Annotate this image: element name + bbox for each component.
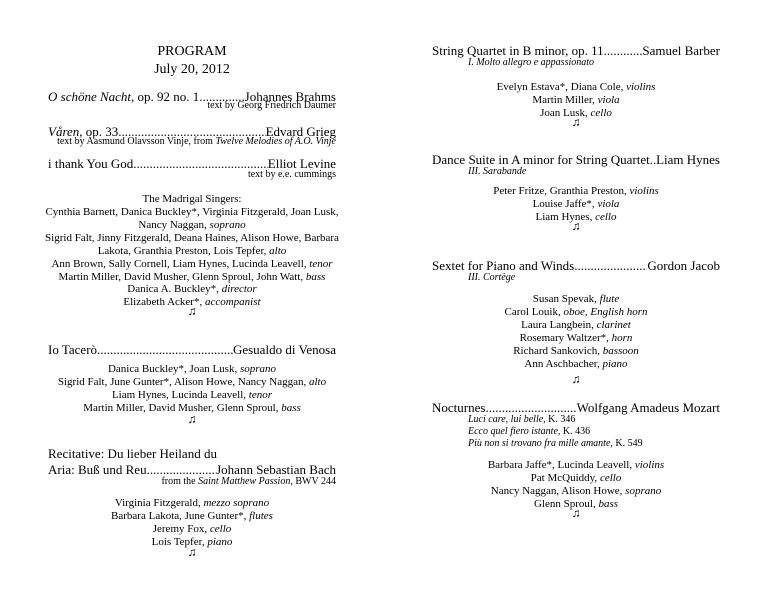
music-note-icon: ♫ — [571, 372, 581, 386]
performer-line: Virginia Fitzgerald, mezzo soprano — [114, 497, 270, 509]
music-note-icon: ♫ — [187, 545, 197, 559]
performer-line: Danica Buckley*, Joan Lusk, soprano — [107, 363, 277, 375]
performer-line: Richard Sankovich, bassoon — [513, 345, 639, 357]
grieg-title-line: Våren, op. 33 ..... Edvard Grieg — [48, 124, 336, 139]
performer-line: Ann Brown, Sally Cornell, Liam Hynes, Lucinda Leavell, tenor — [51, 258, 333, 270]
performer-line: Nancy Naggan, Alison Howe, soprano — [490, 485, 662, 497]
performer-line: Lakota, Granthia Preston, Lois Tepfer, alto — [97, 245, 287, 257]
barber-title-line — [432, 43, 720, 58]
performer-line: Liam Hynes, Lucinda Leavell, tenor — [111, 389, 273, 401]
gesualdo-performers — [0, 363, 384, 415]
mozart-title-line — [432, 400, 720, 415]
levine-title: i thank You God — [48, 156, 134, 171]
gesualdo-title-line — [48, 342, 336, 357]
bach-composer: Johann Sebastian Bach — [216, 462, 336, 477]
performer-line: Cynthia Barnett, Danica Buckley*, Virginia Fitzgerald, Joan Lusk, — [45, 206, 339, 218]
performer-line: Jeremy Fox, cello — [152, 523, 232, 535]
music-note-icon: ♫ — [571, 219, 581, 233]
piece-line: Luci care, lui belle, K. 346 — [468, 414, 576, 425]
grieg-credit: text by Aasmund Olavsson Vinje, from Twelve Melodies of A.O. Vinje — [57, 136, 336, 147]
music-note-icon: ♫ — [571, 506, 581, 520]
gesualdo-title: Io Tacerò — [48, 342, 98, 357]
performer-line: The Madrigal Singers: — [142, 193, 242, 205]
jacob-performers — [384, 293, 768, 371]
jacob-title-line — [432, 258, 720, 273]
performer-line: Lois Tepfer, piano — [151, 536, 233, 548]
jacob-title: Sextet for Piano and Winds — [432, 258, 575, 273]
barber-title: String Quartet in B minor, op. 11 — [432, 43, 604, 58]
barber-composer: Samuel Barber — [642, 43, 720, 58]
program-title: PROGRAM — [157, 44, 227, 59]
performer-line: Pat McQuiddy, cello — [530, 472, 622, 484]
performer-line: Joan Lusk, cello — [540, 107, 612, 119]
gesualdo-composer: Gesualdo di Venosa — [232, 342, 336, 357]
piece-line: Ecco quel fiero istante, K. 436 — [468, 426, 591, 437]
brahms-title: O schöne Nacht — [48, 89, 132, 104]
brahms-credit: text by Georg Friedrich Daumer — [207, 100, 336, 111]
bach-title-line1: Recitative: Du lieber Heiland du — [48, 446, 217, 461]
madrigal-director: Danica A. Buckley*, director — [127, 283, 257, 295]
hynes-movement: III. Sarabande — [468, 166, 527, 177]
grieg-composer: Edvard Grieg — [265, 124, 336, 139]
program-date: July 20, 2012 — [154, 62, 230, 77]
performer-line: Susan Spevak, flute — [532, 293, 620, 305]
music-note-icon: ♫ — [571, 115, 581, 129]
performer-line: Sigrid Falt, June Gunter*, Alison Howe, Nancy Naggan, alto — [57, 376, 327, 388]
hynes-composer: Liam Hynes — [656, 152, 720, 167]
performer-line: Nancy Naggan, soprano — [138, 219, 246, 231]
right-page — [384, 0, 768, 593]
levine-credit: text by e.e. cummings — [247, 169, 336, 180]
performer-line: Martin Miller, viola — [532, 94, 620, 106]
mozart-performers — [384, 459, 768, 511]
jacob-composer: Gordon Jacob — [647, 258, 720, 273]
performer-line: Evelyn Estava*, Diana Cole, violins — [496, 81, 656, 93]
madrigal-singers — [0, 193, 384, 284]
madrigal-accompanist: Elizabeth Acker*, accompanist — [123, 296, 261, 308]
mozart-title: Nocturnes — [432, 400, 486, 415]
bach-title: Aria: Buß und Reu — [48, 462, 147, 477]
mozart-composer: Wolfgang Amadeus Mozart — [576, 400, 720, 415]
bach-title-line2 — [48, 462, 336, 477]
barber-movement: I. Molto allegro e appassionato — [468, 57, 595, 68]
brahms-composer: Johannes Brahms — [244, 89, 336, 104]
hynes-title: Dance Suite in A minor for String Quartet — [432, 152, 650, 167]
performer-line: Peter Fritze, Granthia Preston, violins — [493, 185, 659, 197]
piece-line: Più non si trovano fra mille amante, K. 549 — [468, 438, 643, 449]
performer-line: Sigrid Falt, Jinny Fitzgerald, Deana Haines, Alison Howe, Barbara — [45, 232, 339, 244]
bach-performers — [0, 497, 384, 549]
jacob-movement: III. Cortège — [468, 272, 516, 283]
mozart-pieces — [468, 414, 643, 450]
music-note-icon: ♫ — [187, 304, 197, 318]
performer-line: Ann Aschbacher, piano — [524, 358, 628, 370]
performer-line: Laura Langbein, clarinet — [521, 319, 631, 331]
performer-line: Barbara Lakota, June Gunter*, flutes — [111, 510, 273, 522]
performer-line: Martin Miller, David Musher, Glenn Sproul, bass — [83, 402, 301, 414]
grieg-title: Våren — [48, 124, 80, 139]
performer-line: Liam Hynes, cello — [535, 211, 617, 223]
brahms-title-line: O schöne Nacht, op. 92 no. 1 ..... Johannes Brahms — [48, 89, 336, 104]
performer-line: Louise Jaffe*, viola — [532, 198, 620, 210]
performer-line: Martin Miller, David Musher, Glenn Sproul, John Watt, bass — [58, 271, 326, 283]
performer-line: Glenn Sproul, bass — [533, 498, 619, 510]
music-note-icon: ♫ — [187, 412, 197, 426]
levine-composer: Elliot Levine — [267, 156, 336, 171]
performer-line: Barbara Jaffe*, Lucinda Leavell, violins — [487, 459, 665, 471]
bach-credit: from the Saint Matthew Passion, BWV 244 — [161, 476, 336, 487]
performer-line: Carol Louik, oboe, English horn — [504, 306, 648, 318]
performer-line: Rosemary Waltzer*, horn — [519, 332, 633, 344]
hynes-title-line — [432, 152, 720, 167]
